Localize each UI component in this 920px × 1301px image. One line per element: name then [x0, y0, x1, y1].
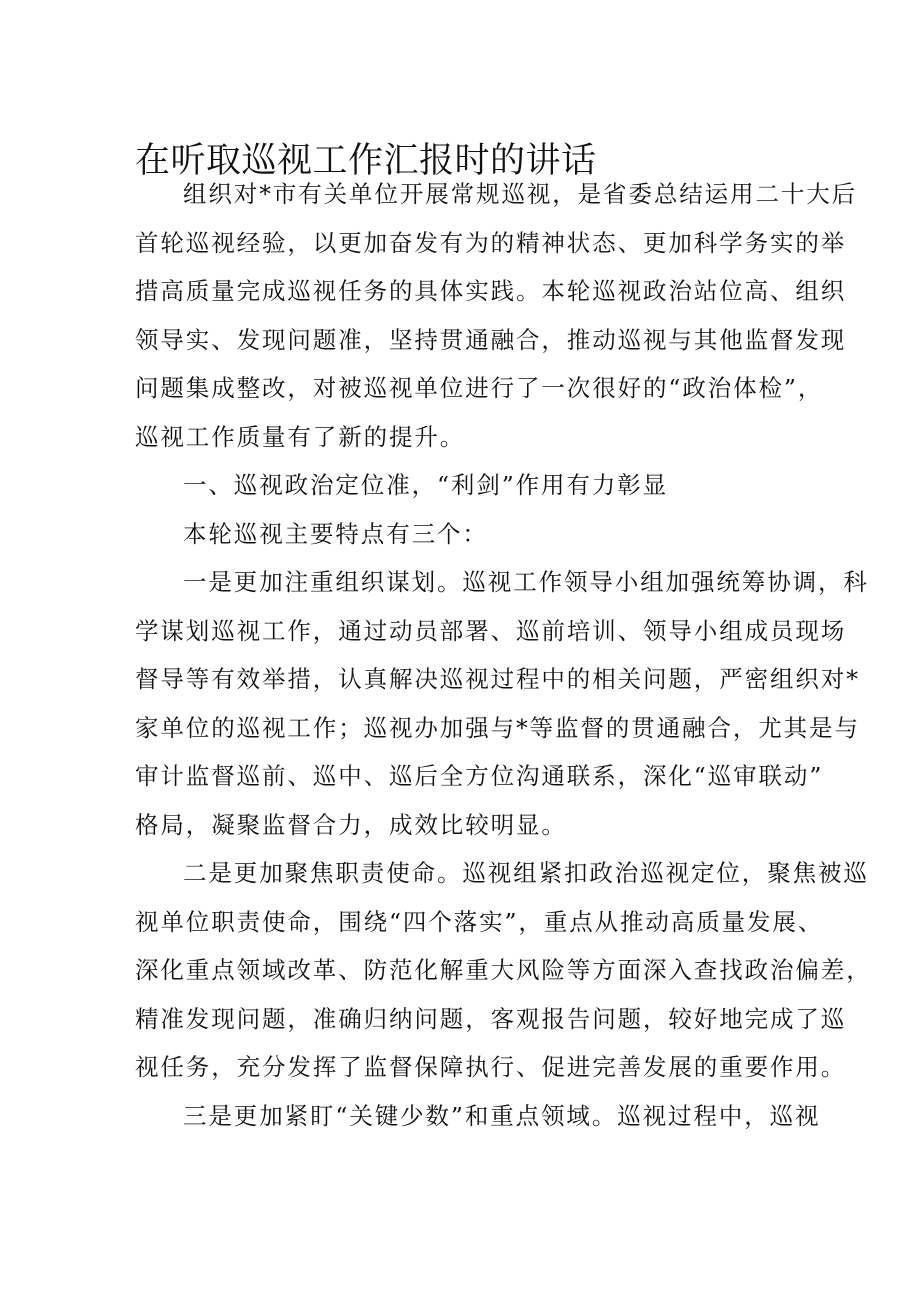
paragraph-line: 本轮巡视主要特点有三个：: [183, 519, 488, 548]
paragraph: [135, 461, 795, 510]
paragraph-line: 二是更加聚焦职责使命。巡视组紧扣政治巡视定位，聚焦被巡: [183, 859, 869, 887]
paragraph: [135, 1092, 821, 1141]
paragraph: [135, 170, 858, 461]
paragraph-line: 格局，凝聚监督合力，成效比较明显。: [135, 810, 567, 839]
paragraph: [135, 558, 869, 849]
paragraph-line: 首轮巡视经验，以更加奋发有为的精神状态、更加科学务实的举: [135, 228, 847, 257]
paragraph-line: 三是更加紧盯“关键少数”和重点领域。巡视过程中，巡视: [183, 1101, 821, 1130]
paragraph-line: 视单位职责使命，围绕“四个落实”，重点从推动高质量发展、: [135, 907, 824, 936]
paragraph-line: 家单位的巡视工作；巡视办加强与*等监督的贯通融合，尤其是与: [135, 713, 860, 742]
paragraph-line: 深化重点领域改革、防范化解重大风险等方面深入查找政治偏差，: [135, 956, 872, 984]
document-body: [135, 170, 872, 1140]
paragraph-line: 巡视工作质量有了新的提升。: [135, 422, 466, 451]
paragraph-line: 审计监督巡前、巡中、巡后全方位沟通联系，深化“巡审联动”: [135, 762, 824, 790]
paragraph-line: 措高质量完成巡视任务的具体实践。本轮巡视政治站位高、组织: [135, 277, 847, 305]
paragraph-line: 学谋划巡视工作，通过动员部署、巡前培训、领导小组成员现场: [135, 616, 847, 645]
paragraph: [135, 849, 872, 1092]
paragraph-line: 领导实、发现问题准，坚持贯通融合，推动巡视与其他监督发现: [135, 325, 847, 354]
paragraph-line: 问题集成整改，对被巡视单位进行了一次很好的“政治体检”，: [135, 374, 824, 402]
paragraph: [135, 510, 795, 559]
paragraph-line: 精准发现问题，准确归纳问题，客观报告问题，较好地完成了巡: [135, 1004, 847, 1033]
document-title: 在听取巡视工作汇报时的讲话: [135, 141, 597, 181]
paragraph-line: 视任务，充分发挥了监督保障执行、促进完善发展的重要作用。: [135, 1053, 847, 1081]
paragraph-line: 一是更加注重组织谋划。巡视工作领导小组加强统筹协调，科: [183, 568, 869, 596]
paragraph-line: 督导等有效举措，认真解决巡视过程中的相关问题，严密组织对*: [135, 665, 860, 693]
paragraph-line: 一、巡视政治定位准，“利剑”作用有力彰显: [183, 471, 669, 499]
paragraph-line: 组织对*市有关单位开展常规巡视，是省委总结运用二十大后: [183, 180, 858, 208]
